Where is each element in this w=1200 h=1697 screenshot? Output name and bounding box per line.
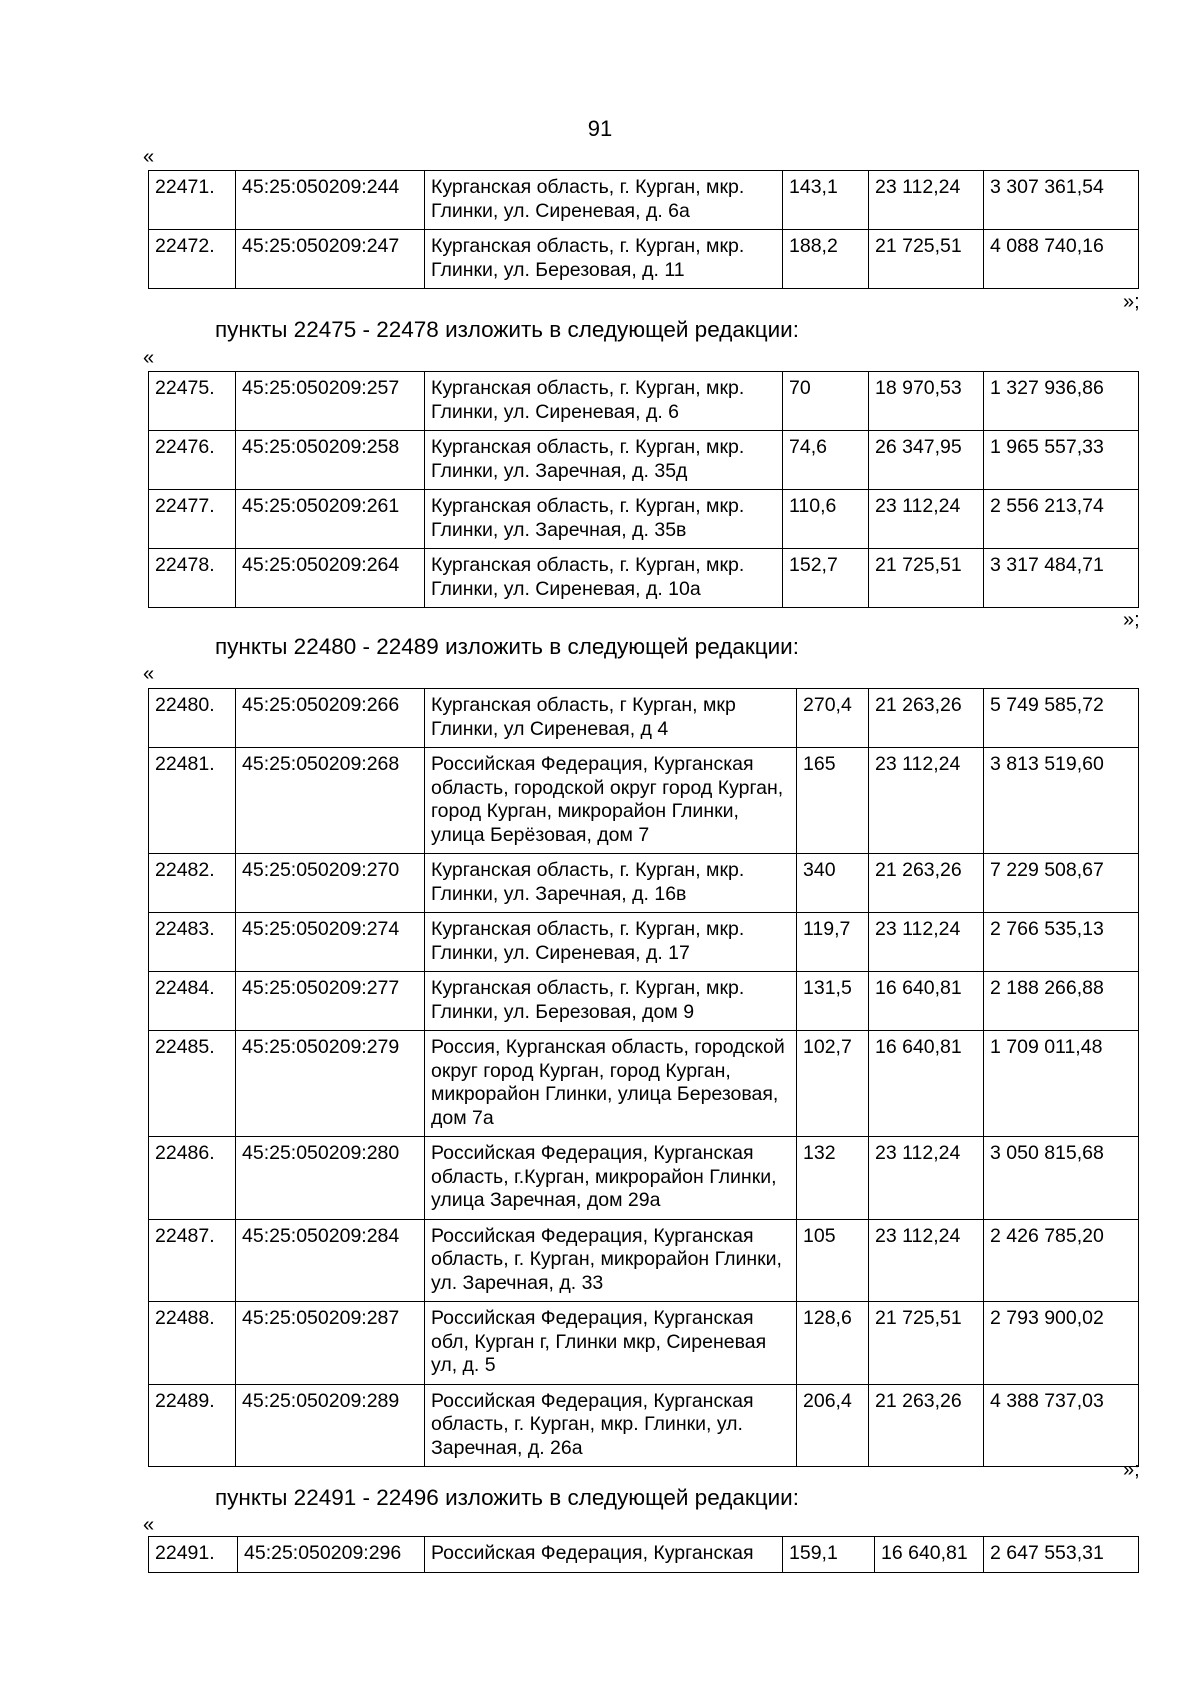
unit-value-cell: 16 640,81 <box>869 972 984 1031</box>
table-row <box>149 1031 1139 1137</box>
area-cell: 188,2 <box>783 230 869 289</box>
unit-value-cell: 23 112,24 <box>869 1137 984 1220</box>
table-row <box>149 1302 1139 1385</box>
cadastral-value-cell: 1 327 936,86 <box>984 372 1139 431</box>
table-row <box>149 171 1139 230</box>
cadastral-number-cell: 45:25:050209:266 <box>236 689 425 748</box>
closing-quote: »; <box>1123 609 1140 631</box>
cadastral-number-cell: 45:25:050209:268 <box>236 748 425 854</box>
cadastral-value-cell: 1 965 557,33 <box>984 431 1139 490</box>
cadastral-number-cell: 45:25:050209:287 <box>236 1302 425 1385</box>
register-table-4 <box>148 1536 1139 1573</box>
address-cell: Курганская область, г. Курган, мкр. Глинки, ул. Заречная, д. 35в <box>425 490 783 549</box>
address-cell: Курганская область, г. Курган, мкр. Глинки, ул. Сиреневая, д. 10а <box>425 549 783 608</box>
row-number-cell: 22476. <box>149 431 236 490</box>
address-cell: Курганская область, г. Курган, мкр. Глинки, ул. Сиреневая, д. 6а <box>425 171 783 230</box>
unit-value-cell: 21 263,26 <box>869 854 984 913</box>
unit-value-cell: 21 725,51 <box>869 230 984 289</box>
address-cell: Курганская область, г Курган, мкр Глинки, ул Сиреневая, д 4 <box>425 689 797 748</box>
cadastral-number-cell: 45:25:050209:257 <box>236 372 425 431</box>
table-row <box>149 431 1139 490</box>
section-heading: пункты 22491 - 22496 изложить в следующей редакции: <box>215 1485 799 1510</box>
row-number-cell: 22487. <box>149 1219 236 1302</box>
closing-quote: »; <box>1123 1459 1140 1481</box>
section-heading: пункты 22475 - 22478 изложить в следующей редакции: <box>215 317 799 342</box>
row-number-cell: 22477. <box>149 490 236 549</box>
cadastral-value-cell: 2 188 266,88 <box>984 972 1139 1031</box>
address-cell: Курганская область, г. Курган, мкр. Глинки, ул. Березовая, дом 9 <box>425 972 797 1031</box>
register-table-1 <box>148 170 1139 289</box>
address-cell: Российская Федерация, Курганская область, городской округ город Курган, город Курган, микрорайон Глинки, улица Берёзовая, дом 7 <box>425 748 797 854</box>
cadastral-number-cell: 45:25:050209:296 <box>238 1537 425 1573</box>
row-number-cell: 22486. <box>149 1137 236 1220</box>
cadastral-value-cell: 1 709 011,48 <box>984 1031 1139 1137</box>
unit-value-cell: 21 725,51 <box>869 549 984 608</box>
area-cell: 206,4 <box>797 1384 869 1467</box>
cadastral-value-cell: 3 050 815,68 <box>984 1137 1139 1220</box>
unit-value-cell: 21 263,26 <box>869 689 984 748</box>
table-row <box>149 854 1139 913</box>
address-cell: Курганская область, г. Курган, мкр. Глинки, ул. Заречная, д. 35д <box>425 431 783 490</box>
area-cell: 105 <box>797 1219 869 1302</box>
cadastral-value-cell: 2 426 785,20 <box>984 1219 1139 1302</box>
cadastral-number-cell: 45:25:050209:284 <box>236 1219 425 1302</box>
unit-value-cell: 16 640,81 <box>869 1031 984 1137</box>
unit-value-cell: 23 112,24 <box>869 913 984 972</box>
row-number-cell: 22485. <box>149 1031 236 1137</box>
cadastral-number-cell: 45:25:050209:261 <box>236 490 425 549</box>
row-number-cell: 22482. <box>149 854 236 913</box>
cadastral-value-cell: 3 813 519,60 <box>984 748 1139 854</box>
table-row <box>149 230 1139 289</box>
section-heading: пункты 22480 - 22489 изложить в следующей редакции: <box>215 634 799 659</box>
address-cell: Россия, Курганская область, городской округ город Курган, город Курган, микрорайон Глинки, улица Березовая, дом 7а <box>425 1031 797 1137</box>
unit-value-cell: 23 112,24 <box>869 1219 984 1302</box>
register-table-2 <box>148 371 1139 608</box>
table-row <box>149 748 1139 854</box>
area-cell: 131,5 <box>797 972 869 1031</box>
cadastral-value-cell: 7 229 508,67 <box>984 854 1139 913</box>
area-cell: 102,7 <box>797 1031 869 1137</box>
address-cell: Курганская область, г. Курган, мкр. Глинки, ул. Заречная, д. 16в <box>425 854 797 913</box>
row-number-cell: 22481. <box>149 748 236 854</box>
cadastral-value-cell: 3 307 361,54 <box>984 171 1139 230</box>
row-number-cell: 22491. <box>149 1537 238 1573</box>
cadastral-value-cell: 2 793 900,02 <box>984 1302 1139 1385</box>
area-cell: 270,4 <box>797 689 869 748</box>
cadastral-value-cell: 2 766 535,13 <box>984 913 1139 972</box>
address-cell: Курганская область, г. Курган, мкр. Глинки, ул. Березовая, д. 11 <box>425 230 783 289</box>
cadastral-number-cell: 45:25:050209:274 <box>236 913 425 972</box>
row-number-cell: 22489. <box>149 1384 236 1467</box>
table-row <box>149 549 1139 608</box>
cadastral-number-cell: 45:25:050209:279 <box>236 1031 425 1137</box>
cadastral-value-cell: 4 088 740,16 <box>984 230 1139 289</box>
cadastral-number-cell: 45:25:050209:258 <box>236 431 425 490</box>
cadastral-number-cell: 45:25:050209:289 <box>236 1384 425 1467</box>
address-cell: Российская Федерация, Курганская область, г.Курган, микрорайон Глинки, улица Заречная, дом 29а <box>425 1137 797 1220</box>
area-cell: 159,1 <box>783 1537 875 1573</box>
table-row <box>149 1384 1139 1467</box>
table-row <box>149 689 1139 748</box>
address-cell: Российская Федерация, Курганская обл, Курган г, Глинки мкр, Сиреневая ул, д. 5 <box>425 1302 797 1385</box>
row-number-cell: 22483. <box>149 913 236 972</box>
register-table-3 <box>148 688 1139 1467</box>
unit-value-cell: 23 112,24 <box>869 748 984 854</box>
area-cell: 70 <box>783 372 869 431</box>
table-row <box>149 1219 1139 1302</box>
table-row <box>149 972 1139 1031</box>
cadastral-number-cell: 45:25:050209:244 <box>236 171 425 230</box>
unit-value-cell: 26 347,95 <box>869 431 984 490</box>
address-cell: Российская Федерация, Курганская область, г. Курган, микрорайон Глинки, ул. Заречная, д. 33 <box>425 1219 797 1302</box>
unit-value-cell: 16 640,81 <box>875 1537 984 1573</box>
unit-value-cell: 23 112,24 <box>869 171 984 230</box>
cadastral-value-cell: 5 749 585,72 <box>984 689 1139 748</box>
area-cell: 119,7 <box>797 913 869 972</box>
unit-value-cell: 23 112,24 <box>869 490 984 549</box>
cadastral-value-cell: 2 556 213,74 <box>984 490 1139 549</box>
cadastral-value-cell: 3 317 484,71 <box>984 549 1139 608</box>
page-number: 91 <box>587 116 613 141</box>
address-cell: Российская Федерация, Курганская область, г. Курган, мкр. Глинки, ул. Заречная, д. 26а <box>425 1384 797 1467</box>
closing-quote: »; <box>1123 291 1140 313</box>
row-number-cell: 22480. <box>149 689 236 748</box>
address-cell: Российская Федерация, Курганская <box>425 1537 783 1573</box>
area-cell: 132 <box>797 1137 869 1220</box>
opening-quote: « <box>143 347 155 369</box>
area-cell: 74,6 <box>783 431 869 490</box>
address-cell: Курганская область, г. Курган, мкр. Глинки, ул. Сиреневая, д. 6 <box>425 372 783 431</box>
table-row <box>149 913 1139 972</box>
row-number-cell: 22471. <box>149 171 236 230</box>
table-row <box>149 1537 1139 1573</box>
cadastral-value-cell: 4 388 737,03 <box>984 1384 1139 1467</box>
table-row <box>149 372 1139 431</box>
row-number-cell: 22478. <box>149 549 236 608</box>
cadastral-number-cell: 45:25:050209:264 <box>236 549 425 608</box>
unit-value-cell: 21 725,51 <box>869 1302 984 1385</box>
cadastral-value-cell: 2 647 553,31 <box>984 1537 1139 1573</box>
opening-quote: « <box>143 146 155 168</box>
row-number-cell: 22488. <box>149 1302 236 1385</box>
area-cell: 165 <box>797 748 869 854</box>
table-row <box>149 490 1139 549</box>
row-number-cell: 22472. <box>149 230 236 289</box>
area-cell: 110,6 <box>783 490 869 549</box>
area-cell: 128,6 <box>797 1302 869 1385</box>
table-row <box>149 1137 1139 1220</box>
opening-quote: « <box>143 663 155 685</box>
row-number-cell: 22475. <box>149 372 236 431</box>
cadastral-number-cell: 45:25:050209:247 <box>236 230 425 289</box>
area-cell: 152,7 <box>783 549 869 608</box>
cadastral-number-cell: 45:25:050209:277 <box>236 972 425 1031</box>
cadastral-number-cell: 45:25:050209:270 <box>236 854 425 913</box>
cadastral-number-cell: 45:25:050209:280 <box>236 1137 425 1220</box>
area-cell: 340 <box>797 854 869 913</box>
unit-value-cell: 18 970,53 <box>869 372 984 431</box>
address-cell: Курганская область, г. Курган, мкр. Глинки, ул. Сиреневая, д. 17 <box>425 913 797 972</box>
opening-quote: « <box>143 1514 155 1536</box>
area-cell: 143,1 <box>783 171 869 230</box>
row-number-cell: 22484. <box>149 972 236 1031</box>
unit-value-cell: 21 263,26 <box>869 1384 984 1467</box>
